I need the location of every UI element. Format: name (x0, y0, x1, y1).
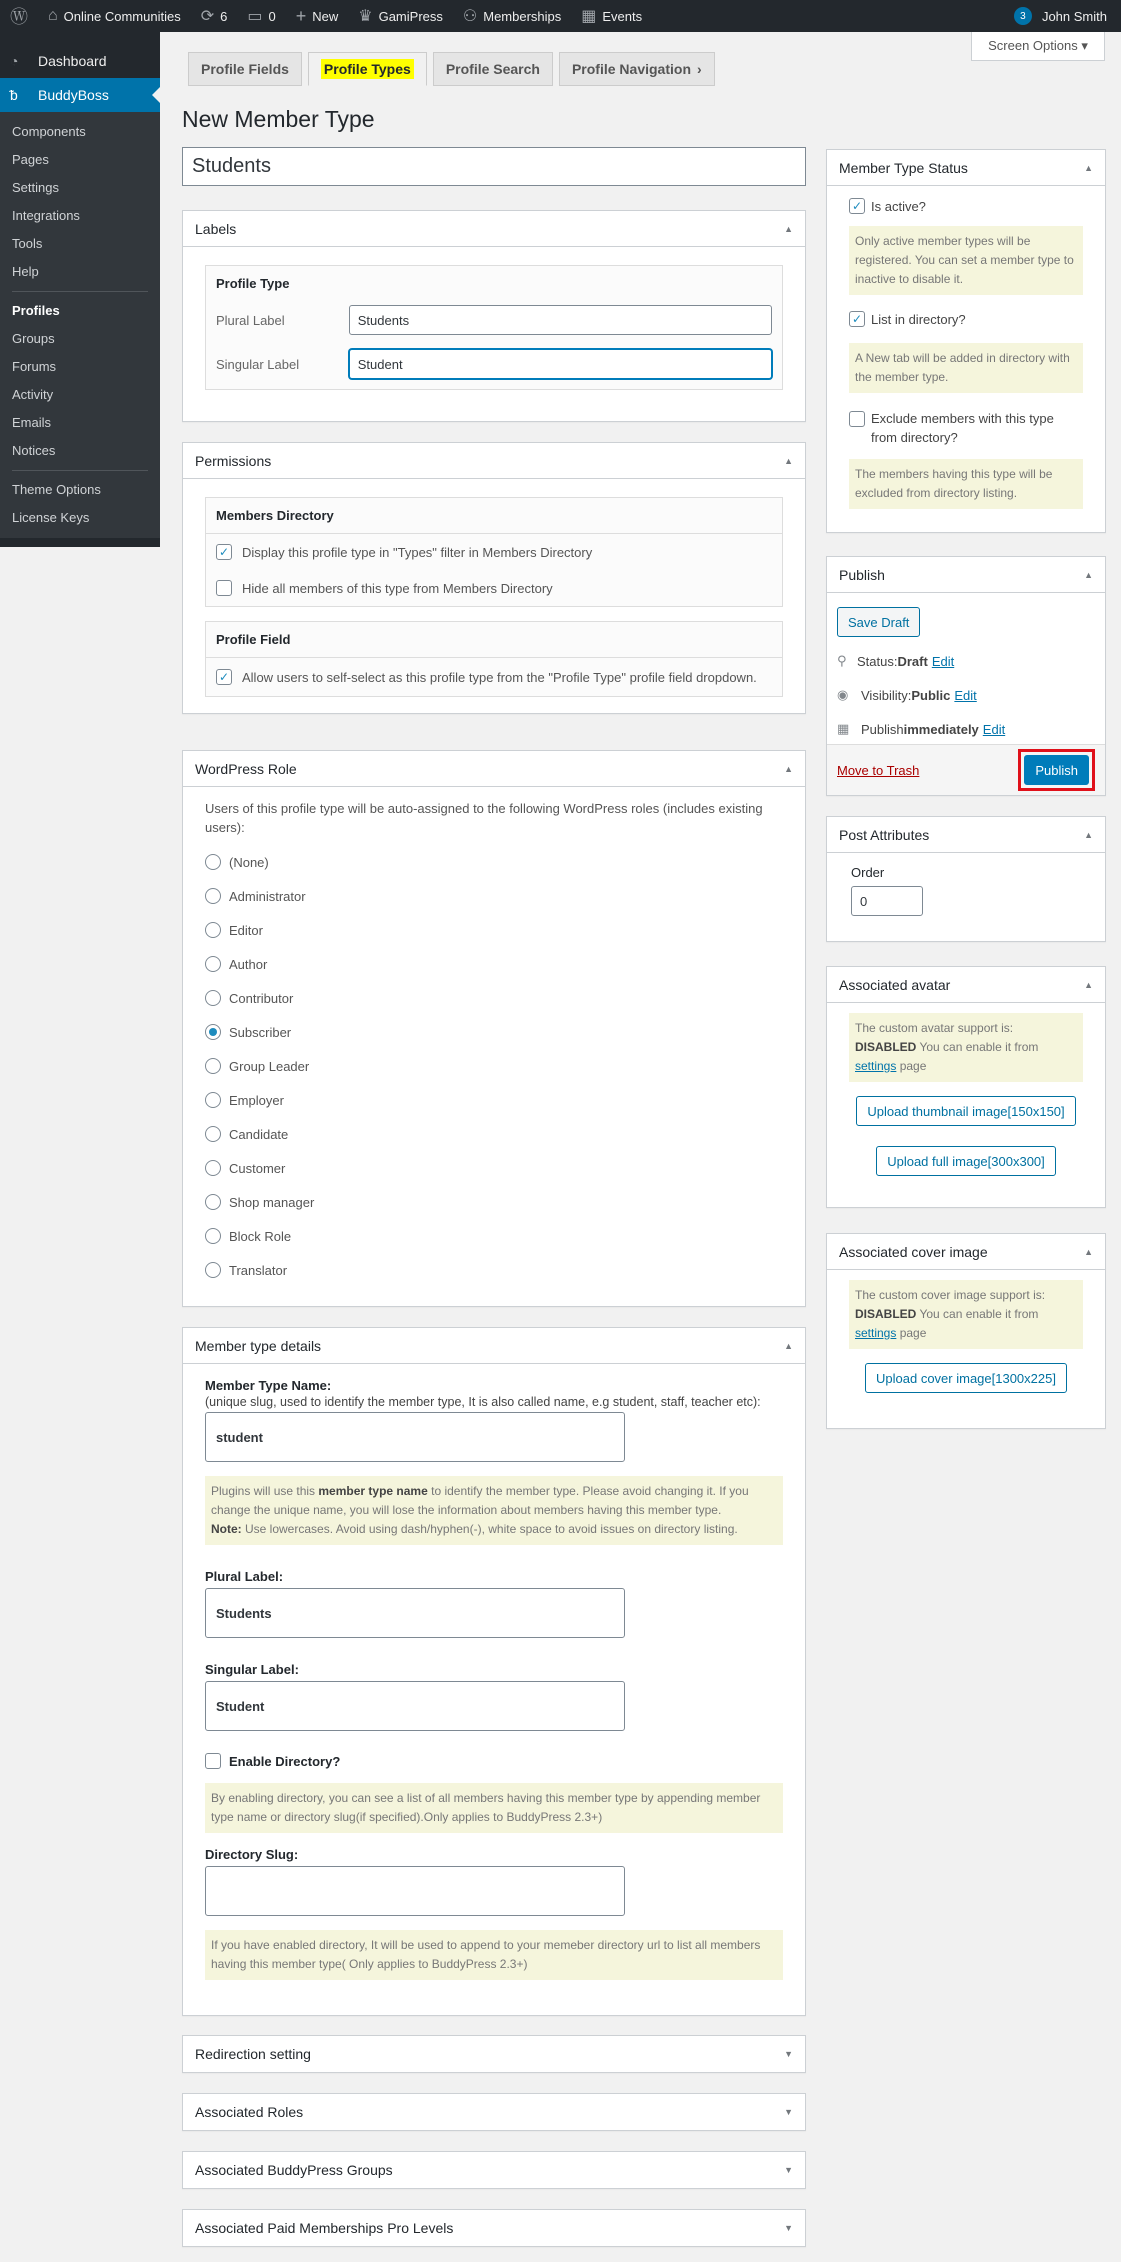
submenu-license-keys[interactable]: License Keys (12, 510, 90, 525)
publish-box-header[interactable]: Publish ▲ (827, 557, 1105, 593)
plural-label-input[interactable]: Students (349, 305, 772, 335)
redirection-setting-header[interactable]: Redirection setting ▼ (195, 2046, 793, 2062)
role-option[interactable]: Customer (205, 1151, 783, 1185)
member-type-name-label: Member Type Name: (205, 1378, 332, 1393)
role-option[interactable]: Editor (205, 913, 783, 947)
hide-members-checkbox[interactable] (216, 580, 232, 596)
collapse-up-icon[interactable]: ▲ (1084, 162, 1093, 173)
role-option[interactable]: Candidate (205, 1117, 783, 1151)
role-radio[interactable] (205, 922, 221, 938)
member-type-details-header[interactable]: Member type details ▲ (183, 1328, 805, 1364)
cover-settings-link[interactable]: settings (855, 1326, 897, 1340)
permissions-box (182, 442, 806, 714)
allow-self-select-label: Allow users to self-select as this profile type from the "Profile Type" profile field dropdown. (242, 669, 757, 685)
member-type-details-box (182, 1327, 806, 2016)
enable-directory-label: Enable Directory? (229, 1753, 341, 1769)
role-radio[interactable] (205, 1194, 221, 1210)
expand-down-icon[interactable]: ▼ (784, 2165, 793, 2175)
upload-cover-button[interactable]: Upload cover image[1300x225] (865, 1363, 1067, 1393)
wordpress-logo-icon[interactable]: Ⓦ (10, 7, 28, 27)
role-radio[interactable] (205, 1262, 221, 1278)
role-option[interactable]: Author (205, 947, 783, 981)
hide-members-label: Hide all members of this type from Members Directory (242, 580, 553, 596)
tab-profile-navigation[interactable]: Profile Navigation › (559, 52, 715, 86)
dashboard-icon: ◔ (10, 53, 19, 69)
submenu-tools[interactable]: Tools (12, 236, 43, 251)
labels-box (182, 210, 806, 422)
post-attributes-box (826, 816, 1106, 942)
role-radio[interactable] (205, 1228, 221, 1244)
order-label: Order (851, 865, 885, 880)
profile-field-heading: Profile Field (206, 622, 782, 658)
enable-directory-notice: By enabling directory, you can see a list of all members having this member type by appending member type name or directory slug(if specified).Only applies to BuddyPress 2.3+) (205, 1783, 783, 1833)
profile-tabs (188, 52, 721, 86)
list-in-directory-notice: A New tab will be added in directory with the member type. (849, 343, 1083, 393)
submenu-forums[interactable]: Forums (12, 359, 57, 374)
menu-dashboard[interactable]: ◔ Dashboard (10, 53, 107, 69)
plural-label-heading: Plural Label: (205, 1569, 284, 1584)
plus-icon: + (295, 5, 307, 26)
comments-link[interactable]: ▭ 0 (247, 8, 276, 25)
associated-cover-header[interactable]: Associated cover image ▲ (827, 1234, 1105, 1270)
role-radio[interactable] (205, 1160, 221, 1176)
avatar-support-notice: The custom avatar support is: DISABLED You can enable it from settings page (849, 1013, 1083, 1082)
list-in-directory-checkbox[interactable]: ✓ (849, 311, 865, 327)
memberships-link[interactable]: ⚇ Memberships (462, 8, 562, 25)
allow-self-select-checkbox[interactable]: ✓ (216, 669, 232, 685)
associated-avatar-box (826, 966, 1106, 1208)
display-types-checkbox[interactable]: ✓ (216, 544, 232, 560)
role-radio-selected[interactable] (205, 1024, 221, 1040)
associated-cover-box (826, 1233, 1106, 1429)
submenu-activity[interactable]: Activity (12, 387, 54, 402)
role-radio[interactable] (205, 1058, 221, 1074)
associated-buddypress-groups-header[interactable]: Associated BuddyPress Groups ▼ (195, 2162, 793, 2178)
associated-pmpro-levels-box[interactable] (182, 2209, 806, 2247)
save-draft-button[interactable]: Save Draft (837, 607, 920, 637)
edit-status-link[interactable]: Edit (931, 653, 955, 669)
submenu-profiles[interactable]: Profiles (12, 303, 60, 318)
profile-type-heading: Profile Type (206, 266, 782, 301)
plural-label-label: Plural Label (216, 312, 285, 328)
collapse-up-icon[interactable]: ▲ (1084, 979, 1093, 990)
associated-roles-header[interactable]: Associated Roles ▼ (195, 2104, 793, 2120)
expand-down-icon[interactable]: ▼ (784, 2049, 793, 2059)
collapse-up-icon[interactable]: ▲ (784, 1340, 793, 1351)
role-option[interactable]: Shop manager (205, 1185, 783, 1219)
submenu-emails[interactable]: Emails (12, 415, 52, 430)
singular-label-input[interactable]: Student (349, 349, 772, 379)
submenu-pages[interactable]: Pages (12, 152, 49, 167)
submenu-help[interactable]: Help (12, 264, 39, 279)
role-option[interactable]: Group Leader (205, 1049, 783, 1083)
eye-icon: ◉ (837, 687, 849, 702)
buddyboss-icon: ᵬ (10, 87, 18, 103)
submenu-theme-options[interactable]: Theme Options (12, 482, 101, 497)
edit-visibility-link[interactable]: Edit (954, 687, 977, 703)
is-active-notice: Only active member types will be registered. You can set a member type to inactive to disable it. (849, 226, 1083, 295)
role-radio[interactable] (205, 1126, 221, 1142)
chevron-right-icon: › (697, 61, 702, 77)
admin-bar (0, 0, 1121, 32)
submenu-components[interactable]: Components (12, 124, 86, 139)
expand-down-icon[interactable]: ▼ (784, 2107, 793, 2117)
wordpress-role-box-header[interactable]: WordPress Role ▲ (183, 751, 805, 787)
collapse-up-icon[interactable]: ▲ (784, 455, 793, 466)
collapse-up-icon[interactable]: ▲ (1084, 1246, 1093, 1257)
refresh-icon: ⟳ (200, 8, 215, 25)
upload-full-image-button[interactable]: Upload full image[300x300] (876, 1146, 1056, 1176)
buddyboss-submenu (0, 112, 160, 538)
associated-roles-box[interactable] (182, 2093, 806, 2131)
role-radio[interactable] (205, 854, 221, 870)
updates-link[interactable]: ⟳ 6 (200, 8, 228, 25)
collapse-up-icon[interactable]: ▲ (1084, 829, 1093, 840)
wordpress-role-description: Users of this profile type will be auto-assigned to the following WordPress roles (includes existing users): (205, 801, 763, 835)
tab-profile-types-label: Profile Types (321, 59, 414, 79)
submenu-groups[interactable]: Groups (12, 331, 55, 346)
submenu-integrations[interactable]: Integrations (12, 208, 80, 223)
submenu-settings[interactable]: Settings (12, 180, 59, 195)
my-account-link[interactable]: 3 John Smith (1004, 0, 1121, 32)
enable-directory-checkbox[interactable] (205, 1753, 221, 1769)
role-option[interactable]: Block Role (205, 1219, 783, 1253)
associated-buddypress-groups-box[interactable] (182, 2151, 806, 2189)
page-title: New Member Type (182, 106, 375, 132)
gamipress-link[interactable]: ♛ GamiPress (358, 8, 443, 25)
role-option[interactable]: (None) (205, 845, 783, 879)
permissions-box-header[interactable]: Permissions ▲ (183, 443, 805, 479)
site-name-link[interactable]: ⌂ Online Communities (48, 7, 181, 24)
list-in-directory-label: List in directory? (871, 311, 966, 327)
calendar-icon: ▦ (581, 8, 597, 25)
comment-icon: ▭ (247, 8, 263, 25)
avatar-settings-link[interactable]: settings (855, 1059, 897, 1073)
role-radio[interactable] (205, 990, 221, 1006)
is-active-checkbox[interactable]: ✓ (849, 198, 865, 214)
members-directory-heading: Members Directory (206, 498, 782, 534)
exclude-members-notice: The members having this type will be excluded from directory listing. (849, 459, 1083, 509)
pin-icon: ⚲ (837, 653, 847, 668)
singular-label-heading: Singular Label: (205, 1662, 299, 1677)
home-icon: ⌂ (48, 7, 58, 24)
expand-down-icon[interactable]: ▼ (784, 2223, 793, 2233)
role-option[interactable]: Contributor (205, 981, 783, 1015)
member-type-status-box (826, 149, 1106, 533)
publish-button[interactable]: Publish (1024, 755, 1089, 785)
tab-profile-types[interactable] (308, 52, 427, 86)
profile-type-group (205, 265, 783, 390)
new-content-link[interactable]: + New (295, 5, 339, 26)
notification-badge: 3 (1014, 7, 1032, 25)
menu-separator (12, 470, 148, 471)
cover-support-notice: The custom cover image support is: DISABLED You can enable it from settings page (849, 1280, 1083, 1349)
labels-box-header[interactable]: Labels ▲ (183, 211, 805, 247)
wordpress-role-box (182, 750, 806, 1307)
redirection-setting-box[interactable] (182, 2035, 806, 2073)
role-option[interactable]: Administrator (205, 879, 783, 913)
order-input[interactable]: 0 (851, 886, 923, 916)
associated-avatar-header[interactable]: Associated avatar ▲ (827, 967, 1105, 1003)
collapse-up-icon[interactable]: ▲ (784, 223, 793, 234)
calendar-icon: ▦ (837, 721, 850, 736)
users-icon: ⚇ (462, 8, 478, 25)
member-type-name-input[interactable]: student (205, 1412, 625, 1462)
role-option[interactable]: Subscriber (205, 1015, 783, 1049)
title-input[interactable]: Students (182, 147, 806, 186)
role-option[interactable]: Translator (205, 1253, 783, 1287)
post-attributes-header[interactable]: Post Attributes ▲ (827, 817, 1105, 853)
members-directory-group (205, 497, 783, 607)
menu-buddyboss[interactable]: ᵬ BuddyBoss (0, 78, 160, 112)
member-type-status-header[interactable]: Member Type Status ▲ (827, 150, 1105, 186)
admin-sidebar (0, 32, 160, 547)
singular-label-field[interactable]: Student (205, 1681, 625, 1731)
associated-pmpro-levels-header[interactable]: Associated Paid Memberships Pro Levels ▼ (195, 2220, 793, 2236)
singular-label-label: Singular Label (216, 356, 300, 372)
screen-options-button[interactable]: Screen Options ▾ (971, 32, 1105, 61)
role-option[interactable]: Employer (205, 1083, 783, 1117)
directory-slug-label: Directory Slug: (205, 1847, 299, 1862)
profile-field-group (205, 621, 783, 697)
member-type-name-notice: Plugins will use this member type name to identify the member type. Please avoid changing it. If you change the unique name, you will lose the information about members having this member type. Note: Use lowercases. Avoid using dash/hyphen(-), white space to avoid issues on directory listing. (205, 1476, 783, 1545)
exclude-members-checkbox[interactable] (849, 411, 865, 427)
directory-slug-input[interactable] (205, 1866, 625, 1916)
tab-profile-fields[interactable]: Profile Fields (188, 52, 302, 86)
edit-publish-date-link[interactable]: Edit (982, 721, 1006, 737)
tab-profile-search[interactable]: Profile Search (433, 52, 553, 86)
directory-slug-notice: If you have enabled directory, It will be used to append to your memeber directory url to list all members having this member type( Only applies to BuddyPress 2.3+) (205, 1930, 783, 1980)
role-radio[interactable] (205, 1092, 221, 1108)
display-types-label: Display this profile type in "Types" filter in Members Directory (242, 544, 593, 560)
is-active-label: Is active? (871, 198, 926, 214)
collapse-up-icon[interactable]: ▲ (1084, 569, 1093, 580)
submenu-notices[interactable]: Notices (12, 443, 56, 458)
exclude-members-label: Exclude members with this type from directory? (871, 411, 1054, 445)
member-type-name-hint: (unique slug, used to identify the member type, It is also called name, e.g student, staff, teacher etc): (205, 1395, 761, 1409)
upload-thumbnail-button[interactable]: Upload thumbnail image[150x150] (856, 1096, 1075, 1126)
role-radio[interactable] (205, 956, 221, 972)
plural-label-field[interactable]: Students (205, 1588, 625, 1638)
menu-separator (12, 291, 148, 292)
publish-box: Publish ▲ Save Draft ⚲ Status: Draft Edit ◉ Visibility: Public Edit ▦ Publish immediately Edit Move to Trash Publish (826, 556, 1106, 796)
move-to-trash-link[interactable]: Move to Trash (837, 762, 920, 778)
publish-button-highlight (1018, 749, 1095, 791)
crown-icon: ♛ (358, 8, 373, 25)
role-radio[interactable] (205, 888, 221, 904)
collapse-up-icon[interactable]: ▲ (784, 763, 793, 774)
events-link[interactable]: ▦ Events (581, 8, 643, 25)
